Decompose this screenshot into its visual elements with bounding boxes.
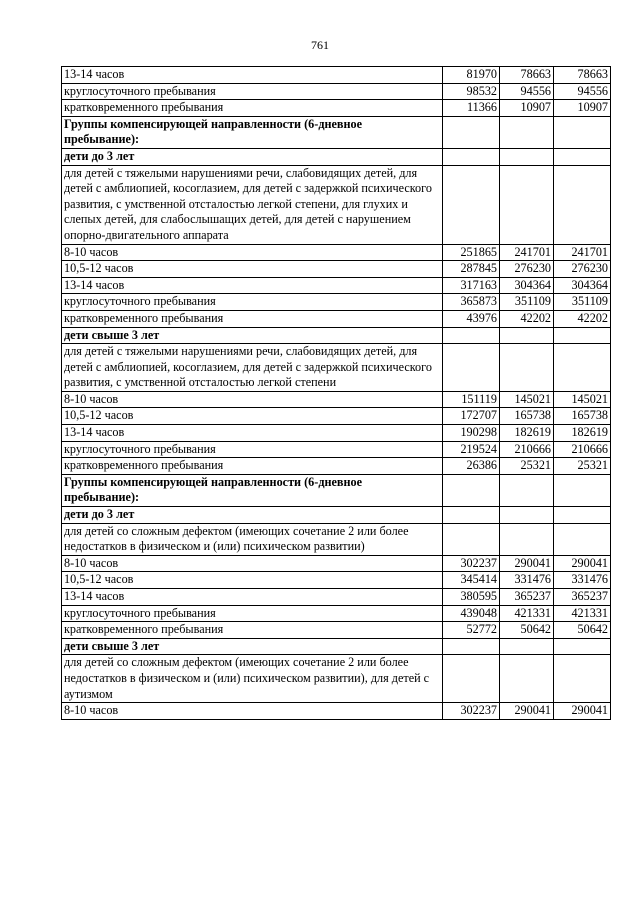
table-row (62, 116, 611, 148)
value-cell-3: 304364 (554, 277, 611, 294)
value-cell-1: 302237 (443, 555, 500, 572)
table-row (62, 67, 611, 84)
value-cell-1: 219524 (443, 441, 500, 458)
table-row (62, 277, 611, 294)
row-label: 10,5-12 часов (62, 261, 443, 278)
row-label: кратковременного пребывания (62, 310, 443, 327)
value-cell-1: 172707 (443, 408, 500, 425)
value-cell-2: 290041 (500, 555, 554, 572)
row-label: 8-10 часов (62, 244, 443, 261)
value-cell-2: 25321 (500, 458, 554, 475)
row-label: 8-10 часов (62, 555, 443, 572)
value-cell-2: 10907 (500, 100, 554, 117)
value-cell-1 (443, 655, 500, 703)
value-cell-2: 276230 (500, 261, 554, 278)
row-label: кратковременного пребывания (62, 622, 443, 639)
value-cell-3: 50642 (554, 622, 611, 639)
value-cell-3 (554, 638, 611, 655)
table-row (62, 638, 611, 655)
value-cell-2 (500, 523, 554, 555)
value-cell-2: 78663 (500, 67, 554, 84)
table-row (62, 244, 611, 261)
value-cell-3: 276230 (554, 261, 611, 278)
value-cell-2 (500, 165, 554, 244)
value-cell-3: 290041 (554, 703, 611, 720)
value-cell-1: 317163 (443, 277, 500, 294)
value-cell-2: 365237 (500, 589, 554, 606)
value-cell-1 (443, 165, 500, 244)
table-row (62, 474, 611, 506)
value-cell-3 (554, 148, 611, 165)
table-row (62, 655, 611, 703)
row-label: дети свыше 3 лет (62, 327, 443, 344)
row-label: дети свыше 3 лет (62, 638, 443, 655)
value-cell-2: 421331 (500, 605, 554, 622)
row-label: Группы компенсирующей направленности (6-дневное пребывание): (62, 116, 443, 148)
value-cell-3 (554, 523, 611, 555)
table-row (62, 605, 611, 622)
value-cell-1 (443, 116, 500, 148)
value-cell-1 (443, 344, 500, 392)
value-cell-3 (554, 327, 611, 344)
table-body (62, 67, 611, 720)
table-row (62, 148, 611, 165)
value-cell-2: 165738 (500, 408, 554, 425)
value-cell-1 (443, 507, 500, 524)
value-cell-2 (500, 474, 554, 506)
value-cell-1: 81970 (443, 67, 500, 84)
value-cell-1: 365873 (443, 294, 500, 311)
value-cell-1: 287845 (443, 261, 500, 278)
value-cell-2: 94556 (500, 83, 554, 100)
value-cell-1 (443, 327, 500, 344)
table-row (62, 344, 611, 392)
row-label: кратковременного пребывания (62, 458, 443, 475)
value-cell-3 (554, 507, 611, 524)
value-cell-2 (500, 327, 554, 344)
value-cell-2 (500, 344, 554, 392)
row-label: круглосуточного пребывания (62, 441, 443, 458)
value-cell-3: 290041 (554, 555, 611, 572)
value-cell-2: 145021 (500, 391, 554, 408)
table-row (62, 703, 611, 720)
value-cell-3: 182619 (554, 425, 611, 442)
value-cell-3 (554, 116, 611, 148)
value-cell-3: 210666 (554, 441, 611, 458)
row-label: круглосуточного пребывания (62, 605, 443, 622)
table-row (62, 391, 611, 408)
table-row (62, 441, 611, 458)
value-cell-2: 50642 (500, 622, 554, 639)
value-cell-3 (554, 344, 611, 392)
row-label: Группы компенсирующей направленности (6-дневное пребывание): (62, 474, 443, 506)
value-cell-1 (443, 474, 500, 506)
value-cell-1 (443, 523, 500, 555)
row-label: 8-10 часов (62, 703, 443, 720)
value-cell-2 (500, 148, 554, 165)
row-label: 10,5-12 часов (62, 572, 443, 589)
value-cell-3 (554, 474, 611, 506)
row-label: для детей со сложным дефектом (имеющих сочетание 2 или более недостатков в физическом и (или) психическом развитии) (62, 523, 443, 555)
value-cell-3: 331476 (554, 572, 611, 589)
value-cell-1: 52772 (443, 622, 500, 639)
table-row (62, 555, 611, 572)
table-row (62, 100, 611, 117)
table-row (62, 165, 611, 244)
value-cell-2: 210666 (500, 441, 554, 458)
value-cell-2 (500, 116, 554, 148)
value-cell-2: 331476 (500, 572, 554, 589)
value-cell-2 (500, 507, 554, 524)
row-label: дети до 3 лет (62, 507, 443, 524)
value-cell-3 (554, 165, 611, 244)
value-cell-2 (500, 655, 554, 703)
value-cell-1: 98532 (443, 83, 500, 100)
value-cell-1: 302237 (443, 703, 500, 720)
value-cell-1: 439048 (443, 605, 500, 622)
table-row (62, 523, 611, 555)
value-cell-2: 304364 (500, 277, 554, 294)
page-number: 761 (311, 38, 329, 52)
row-label: дети до 3 лет (62, 148, 443, 165)
table-row (62, 458, 611, 475)
row-label: для детей с тяжелыми нарушениями речи, слабовидящих детей, для детей с амблиопией, косоглазием, для детей с задержкой психического развития, с умственной отсталостью легкой степени (62, 344, 443, 392)
value-cell-3: 78663 (554, 67, 611, 84)
value-cell-1: 345414 (443, 572, 500, 589)
table-row (62, 507, 611, 524)
value-cell-1: 151119 (443, 391, 500, 408)
value-cell-3: 25321 (554, 458, 611, 475)
table-row (62, 83, 611, 100)
value-cell-1: 11366 (443, 100, 500, 117)
value-cell-1: 26386 (443, 458, 500, 475)
value-cell-2 (500, 638, 554, 655)
table-row (62, 408, 611, 425)
value-cell-3: 365237 (554, 589, 611, 606)
value-cell-3: 421331 (554, 605, 611, 622)
value-cell-2: 351109 (500, 294, 554, 311)
value-cell-2: 290041 (500, 703, 554, 720)
value-cell-2: 42202 (500, 310, 554, 327)
value-cell-3: 145021 (554, 391, 611, 408)
row-label: 10,5-12 часов (62, 408, 443, 425)
cost-table (61, 66, 611, 720)
table-row (62, 589, 611, 606)
table-row (62, 310, 611, 327)
row-label: 8-10 часов (62, 391, 443, 408)
row-label: кратковременного пребывания (62, 100, 443, 117)
value-cell-1 (443, 148, 500, 165)
value-cell-1: 380595 (443, 589, 500, 606)
table-row (62, 327, 611, 344)
value-cell-3: 42202 (554, 310, 611, 327)
row-label: 13-14 часов (62, 67, 443, 84)
value-cell-1 (443, 638, 500, 655)
value-cell-3: 241701 (554, 244, 611, 261)
value-cell-2: 241701 (500, 244, 554, 261)
table-row (62, 622, 611, 639)
value-cell-3: 10907 (554, 100, 611, 117)
row-label: 13-14 часов (62, 277, 443, 294)
value-cell-3: 351109 (554, 294, 611, 311)
table-row (62, 572, 611, 589)
row-label: для детей с тяжелыми нарушениями речи, слабовидящих детей, для детей с амблиопией, косоглазием, для детей с задержкой психического развития, с умственной отсталостью легкой степени, для глухих и слепых детей, для слабослышащих детей, для детей с нарушением опорно-двигательного аппарата (62, 165, 443, 244)
value-cell-2: 182619 (500, 425, 554, 442)
row-label: круглосуточного пребывания (62, 83, 443, 100)
row-label: 13-14 часов (62, 425, 443, 442)
table-row (62, 294, 611, 311)
table-row (62, 261, 611, 278)
value-cell-3: 94556 (554, 83, 611, 100)
table-row (62, 425, 611, 442)
value-cell-1: 43976 (443, 310, 500, 327)
row-label: для детей со сложным дефектом (имеющих сочетание 2 или более недостатков в физическом и (или) психическом развитии), для детей с аутизмом (62, 655, 443, 703)
row-label: круглосуточного пребывания (62, 294, 443, 311)
value-cell-1: 190298 (443, 425, 500, 442)
value-cell-3: 165738 (554, 408, 611, 425)
value-cell-1: 251865 (443, 244, 500, 261)
row-label: 13-14 часов (62, 589, 443, 606)
value-cell-3 (554, 655, 611, 703)
